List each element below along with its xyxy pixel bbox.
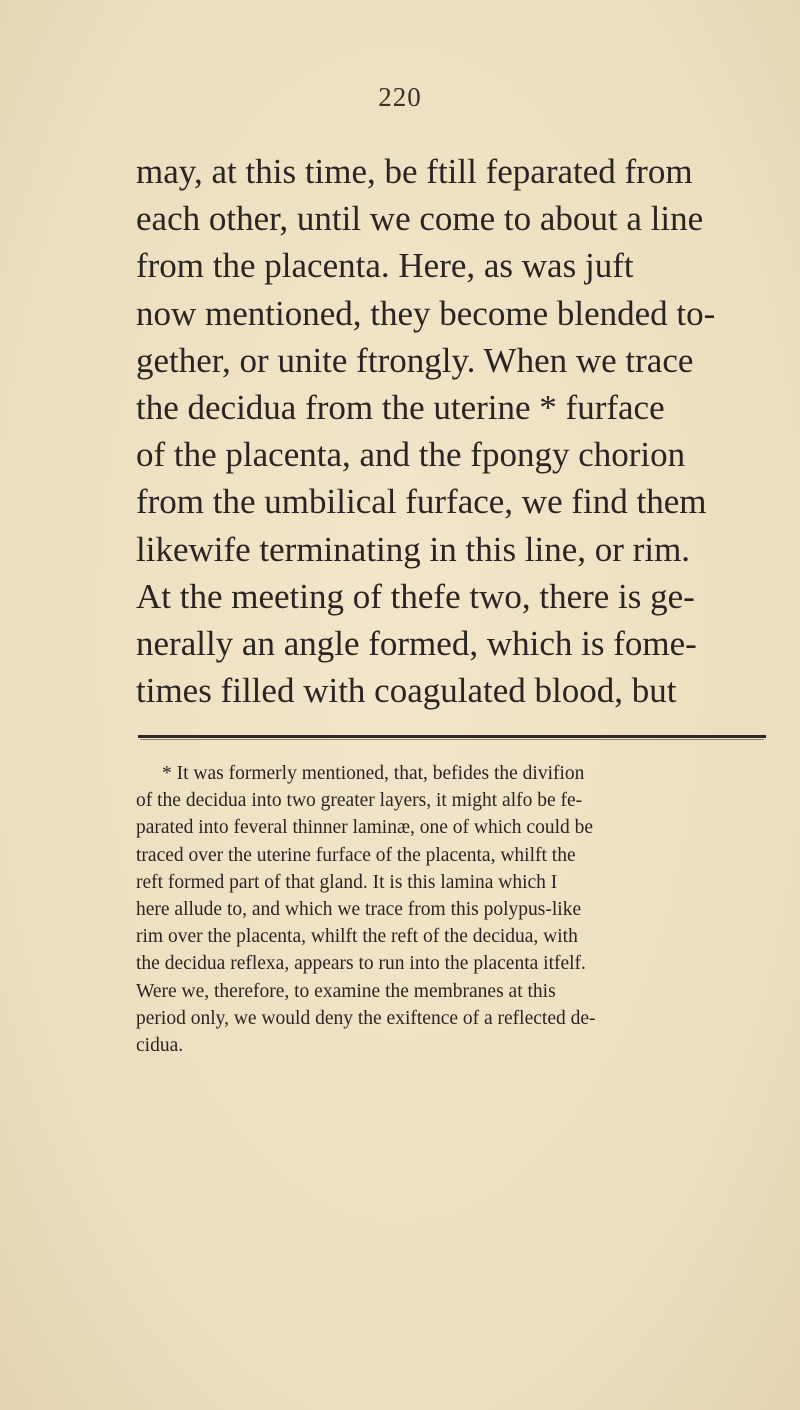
footnote-divider	[138, 735, 766, 738]
text-line: from the placenta. Here, as was juft	[136, 246, 634, 286]
footnote-line: * It was formerly mentioned, that, befides the divifion	[162, 763, 585, 784]
text-line: times filled with coagulated blood, but	[136, 671, 677, 711]
text-line: gether, or unite ftrongly. When we trace	[136, 340, 694, 380]
text-line: may, at this time, be ftill feparated from	[136, 152, 693, 191]
footnote-line: here allude to, and which we trace from this polypus-like	[136, 898, 582, 920]
footnote-line: the decidua reflexa, appears to run into the placenta itfelf.	[136, 953, 586, 975]
footnote-line: parated into feveral thinner laminæ, one of which could be	[136, 817, 594, 839]
footnote-divider-shadow	[140, 739, 764, 740]
footnote-line: Were we, therefore, to examine the membranes at this	[136, 980, 556, 1002]
footnote-line: cidua.	[136, 1034, 184, 1056]
footnote-line: traced over the uterine furface of the placenta, whilft the	[136, 844, 576, 866]
text-line: likewife terminating in this line, or rim.	[136, 529, 691, 569]
footnote-line: reft formed part of that gland. It is this lamina which I	[136, 871, 558, 893]
text-line: the decidua from the uterine * furface	[136, 387, 665, 427]
page-number: 220	[378, 82, 422, 112]
text-line: from the umbilical furface, we find them	[136, 482, 707, 522]
text-line: nerally an angle formed, which is fome-	[136, 623, 697, 663]
footnote-line: period only, we would deny the exiftence of a reflected de-	[136, 1007, 596, 1029]
footnote-line: rim over the placenta, whilft the reft of the decidua, with	[136, 926, 578, 948]
text-line: At the meeting of thefe two, there is ge-	[136, 576, 695, 616]
footnote	[136, 760, 800, 1059]
text-line: now mentioned, they become blended to-	[136, 293, 716, 333]
text-line: of the placenta, and the fpongy chorion	[136, 435, 686, 475]
main-text	[136, 148, 800, 714]
footnote-line: of the decidua into two greater layers, it might alfo be fe-	[136, 790, 583, 812]
text-line: each other, until we come to about a line	[136, 199, 704, 239]
